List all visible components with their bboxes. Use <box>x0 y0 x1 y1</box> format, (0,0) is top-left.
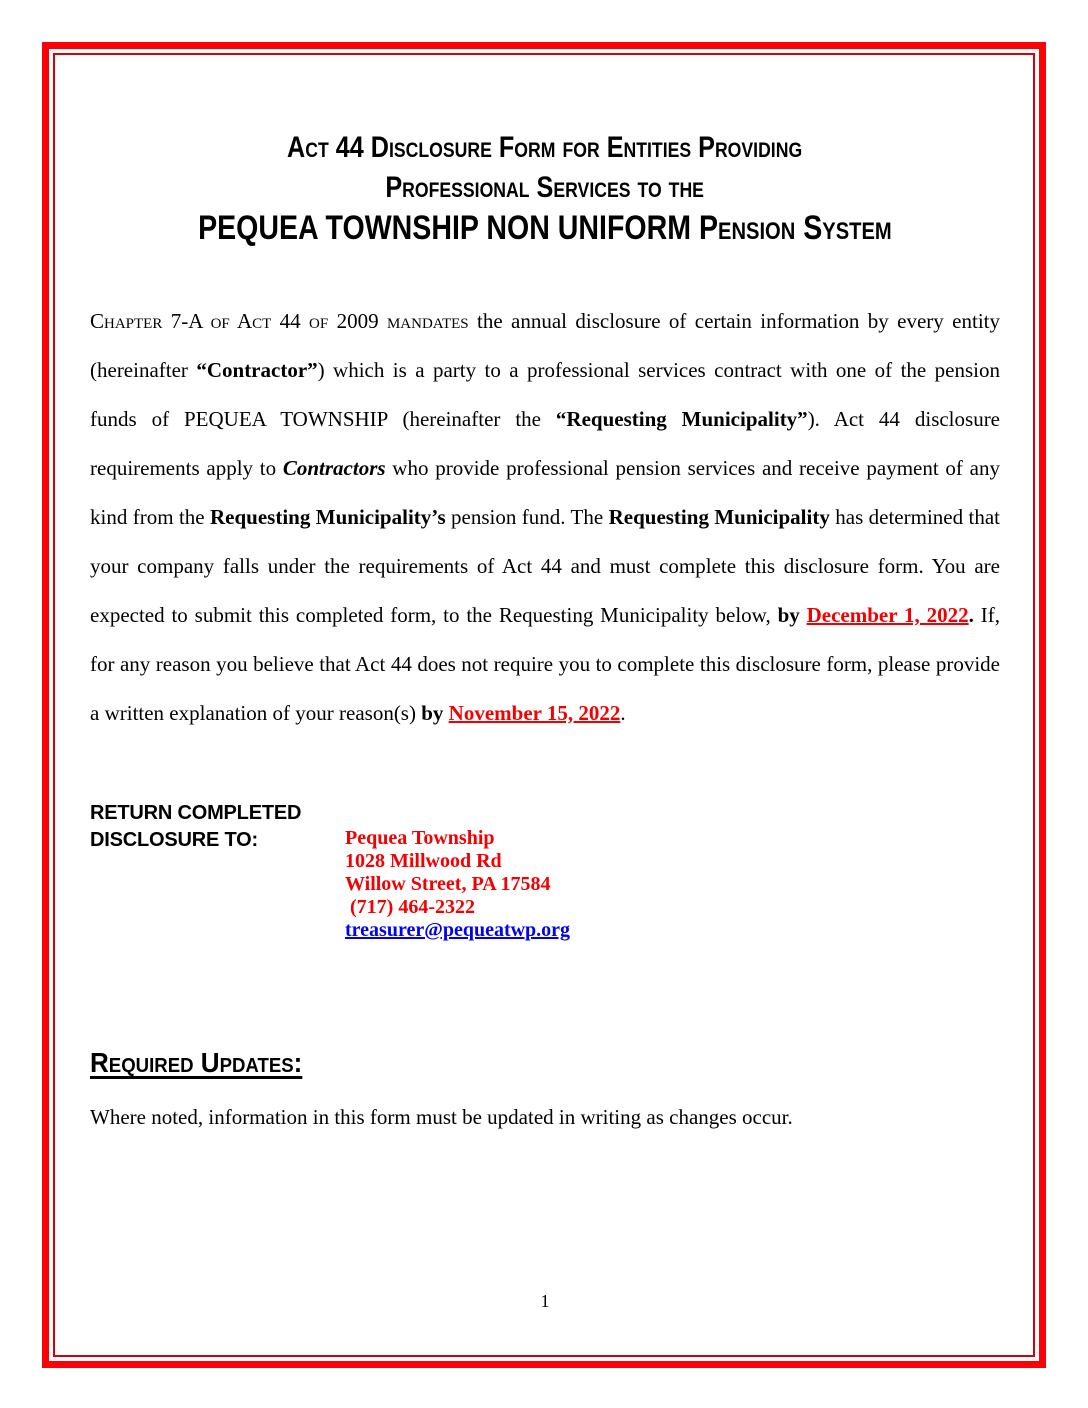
required-updates-heading <box>90 1046 1000 1080</box>
requesting-municipality-term: Requesting Municipality’s <box>210 505 446 529</box>
intro-paragraph <box>90 297 1000 738</box>
title-line-3 <box>90 208 1000 248</box>
address-phone: (717) 464-2322 <box>350 896 475 918</box>
text-segment: ). Act 44 disclosure requirements apply to <box>90 407 1001 480</box>
title-line-2-text: Professional Services to the <box>385 171 705 204</box>
page-number: 1 <box>540 1291 550 1311</box>
return-disclosure-section <box>90 800 1000 942</box>
requesting-municipality-term: Requesting Municipality <box>608 505 830 529</box>
text-segment: who provide professional pension services and receive payment of any kind from the <box>90 456 1000 529</box>
document-title <box>90 128 1000 248</box>
address-city-state-zip: Willow Street, PA 17584 <box>345 873 551 895</box>
title-line-2 <box>90 168 1000 208</box>
text-segment: . <box>620 701 626 725</box>
return-label-line-2: DISCLOSURE TO: <box>90 829 258 851</box>
address-name: Pequea Township <box>345 827 495 849</box>
chapter-clause: Chapter 7-A of Act 44 of 2009 mandates <box>90 309 469 333</box>
return-label-line-1: RETURN COMPLETED <box>90 802 302 824</box>
text-segment: ) which is a party to a professional services contract with one of the pension funds of PEQUEA TOWNSHIP (hereinafter the <box>90 358 1000 431</box>
email-link[interactable]: treasurer@pequeatwp.org <box>345 919 571 941</box>
text-segment: . <box>968 603 981 627</box>
text-segment: the annual disclosure of certain information by every entity (hereinafter <box>90 309 1000 382</box>
deadline-date-december: December 1, 2022 <box>806 603 969 627</box>
return-disclosure-label <box>90 800 345 942</box>
address-street: 1028 Millwood Rd <box>345 850 502 872</box>
deadline-date-november: November 15, 2022 <box>448 701 621 725</box>
contractor-term: “Contractor” <box>196 358 318 382</box>
required-updates-body: Where noted, information in this form must be updated in writing as changes occur. <box>90 1105 793 1129</box>
return-address-block <box>345 827 570 942</box>
text-segment: by <box>777 603 807 627</box>
required-updates-heading-text: Required Updates: <box>90 1047 303 1078</box>
text-segment: by <box>421 701 449 725</box>
contractors-term: Contractors <box>282 456 386 480</box>
text-segment: pension fund. The <box>445 505 609 529</box>
document-content <box>90 0 1000 1408</box>
text-segment: If, for any reason you believe that Act 44 does not require you to complete this disclosure form, please provide a written explanation of your reason(s) <box>90 603 1001 725</box>
requesting-municipality-term: “Requesting Municipality” <box>555 407 808 431</box>
title-line-1 <box>90 128 1000 168</box>
text-segment: has determined that your company falls under the requirements of Act 44 and must complete this disclosure form. You are expected to submit this completed form, to the Requesting Municipality below, <box>90 505 1000 627</box>
title-line-3-text: PEQUEA TOWNSHIP NON UNIFORM Pension System <box>198 209 892 247</box>
title-line-1-text: Act 44 Disclosure Form for Entities Providing <box>287 131 803 164</box>
